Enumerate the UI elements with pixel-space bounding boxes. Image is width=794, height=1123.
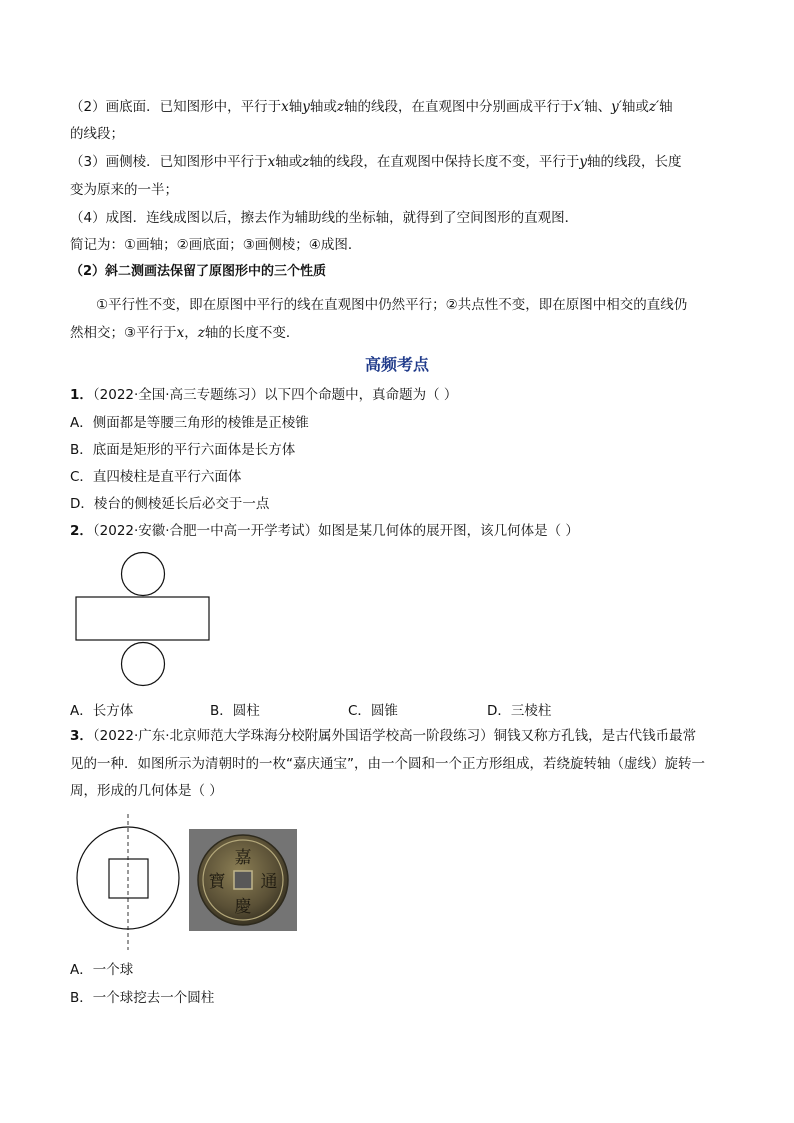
q1-option-d: D．棱台的侧棱延长后必交于一点 — [70, 496, 270, 512]
coin-photo — [189, 829, 297, 931]
math-y-prime: y′ — [611, 99, 622, 115]
math-x: x — [176, 325, 185, 341]
lateral-rectangle — [76, 597, 209, 640]
method-step-3-line1 — [70, 152, 681, 172]
circle-square-figure — [70, 812, 190, 952]
properties-line1: ①平行性不变，即在原图中平行的线在直观图中仍然平行；②共点性不变，即在原图中相交的直线仍 — [96, 297, 688, 313]
text: 轴或 — [309, 99, 337, 115]
properties-title: （2）斜二测画法保留了原图形中的三个性质 — [70, 264, 327, 279]
text: （3）画侧棱．已知图形中平行于 — [70, 154, 268, 170]
text: （2）画底面．已知图形中，平行于 — [70, 99, 282, 115]
method-step-2-line2: 的线段； — [70, 126, 124, 142]
math-z: z — [302, 154, 310, 170]
q3-stem-line2: 见的一种．如图所示为清朝时的一枚“嘉庆通宝”，由一个圆和一个正方形组成，若绕旋转轴（虚线）旋转一 — [70, 756, 705, 772]
q3-option-a: A．一个球 — [70, 962, 134, 978]
q2-option-c: C．圆锥 — [348, 703, 398, 719]
question-stem: 铜钱又称方孔钱，是古代钱币最常 — [493, 728, 697, 744]
q2-option-a: A．长方体 — [70, 703, 134, 719]
question-source: （2022·广东·北京师范大学珠海分校附属外国语学校高一阶段练习） — [92, 728, 494, 744]
question-number: 3． — [70, 728, 93, 744]
math-x-prime: x′ — [573, 99, 585, 115]
math-z: z — [336, 99, 344, 115]
coin-char-bottom: 慶 — [234, 897, 252, 917]
text: 轴的线段，在直观图中保持长度不变，平行于 — [309, 154, 580, 170]
math-z: z — [197, 325, 205, 341]
q1-option-a: A．侧面都是等腰三角形的棱锥是正棱锥 — [70, 415, 309, 431]
q2-option-d: D．三棱柱 — [487, 703, 552, 719]
top-circle — [122, 553, 165, 596]
question-stem: 以下四个命题中，真命题为（ ） — [264, 387, 458, 403]
q1-option-b: B．底面是矩形的平行六面体是长方体 — [70, 442, 296, 458]
text: 轴、 — [584, 99, 612, 115]
method-step-3-line2: 变为原来的一半； — [70, 182, 178, 198]
text: 轴的线段，长度 — [586, 154, 682, 170]
question-stem: 如图是某几何体的展开图，该几何体是（ ） — [318, 523, 579, 539]
properties-line2 — [70, 323, 299, 343]
q1-option-c: C．直四棱柱是直平行六面体 — [70, 469, 242, 485]
coin-char-top: 嘉 — [234, 848, 252, 868]
cylinder-net-figure — [70, 548, 220, 690]
q3-stem-line1 — [70, 726, 696, 746]
text: 轴的线段，在直观图中分别画成平行于 — [343, 99, 574, 115]
coin-char-right: 通 — [260, 872, 278, 892]
math-z-prime: z′ — [648, 99, 660, 115]
q3-stem-line3: 周，形成的几何体是（ ） — [70, 783, 223, 799]
text: 轴 — [288, 99, 303, 115]
coin-char-left: 寶 — [208, 872, 226, 892]
bottom-circle — [122, 643, 165, 686]
method-step-2-line1 — [70, 97, 673, 117]
math-y: y — [579, 154, 587, 170]
math-x: x — [281, 99, 289, 115]
text: 轴或 — [275, 154, 303, 170]
section-title: 高频考点 — [364, 355, 429, 374]
question-number: 2． — [70, 523, 93, 539]
q1-stem — [70, 385, 457, 405]
question-source: （2022·安徽·合肥一中高一开学考试） — [92, 523, 319, 539]
text: 轴或 — [621, 99, 649, 115]
q2-option-b: B．圆柱 — [210, 703, 260, 719]
method-summary: 简记为：①画轴；②画底面；③画侧棱；④成图． — [70, 237, 362, 253]
question-source: （2022·全国·高三专题练习） — [92, 387, 265, 403]
question-number: 1． — [70, 387, 93, 403]
math-x: x — [267, 154, 276, 170]
text: ， — [184, 325, 198, 341]
q2-stem — [70, 521, 579, 541]
math-y: y — [302, 99, 310, 115]
text: 轴的长度不变． — [204, 325, 300, 341]
text: 然相交；③平行于 — [70, 325, 177, 341]
q3-option-b: B．一个球挖去一个圆柱 — [70, 990, 215, 1006]
method-step-4: （4）成图．连线成图以后，擦去作为辅助线的坐标轴，就得到了空间图形的直观图． — [70, 210, 579, 226]
text: 轴 — [659, 99, 673, 115]
coin-square-hole — [234, 871, 252, 889]
